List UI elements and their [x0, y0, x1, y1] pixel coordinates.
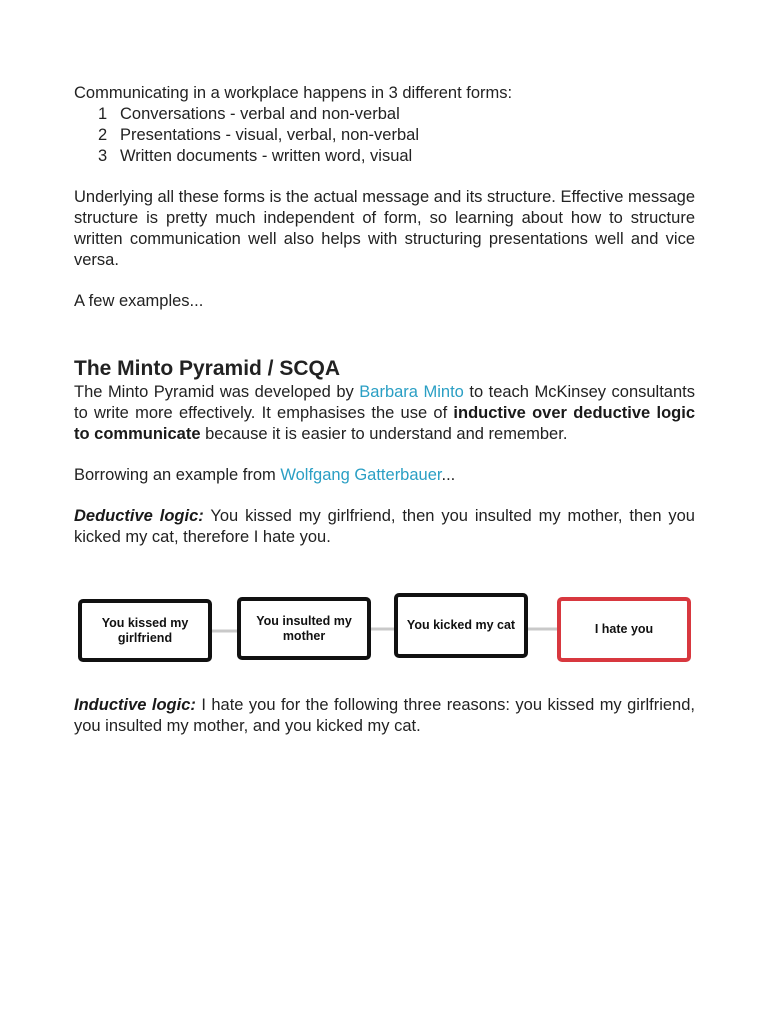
intro-lead: Communicating in a workplace happens in 3 different forms:	[74, 84, 513, 102]
premise-box-kissed: You kissed my girlfriend	[78, 599, 212, 662]
barbara-minto-link[interactable]: Barbara Minto	[359, 383, 464, 401]
inductive-paragraph: Inductive logic: I hate you for the following three reasons: you kissed my girlfriend, you insulted my mother, and you kicked my cat.	[74, 696, 695, 735]
list-item: 3 Written documents - written word, visual	[98, 147, 413, 165]
minto-paragraph: The Minto Pyramid was developed by Barbara Minto to teach McKinsey consultants to write more effectively. It emphasises the use of inductive over deductive logic to communicate because it is easier to understand and remember.	[74, 383, 695, 443]
forms-list	[74, 104, 695, 167]
borrowing-paragraph: Borrowing an example from Wolfgang Gatterbauer...	[74, 466, 456, 484]
list-item: 2 Presentations - visual, verbal, non-verbal	[98, 126, 419, 144]
deductive-paragraph: Deductive logic: You kissed my girlfriend, then you insulted my mother, then you kicked my cat, therefore I hate you.	[74, 507, 695, 546]
document-body	[74, 83, 695, 548]
list-item: 1 Conversations - verbal and non-verbal	[98, 105, 400, 123]
inductive-label: Inductive logic:	[74, 696, 196, 714]
inductive-section	[74, 695, 695, 737]
conclusion-box: I hate you	[557, 597, 691, 662]
premise-box-kicked: You kicked my cat	[394, 593, 528, 658]
wolfgang-gatterbauer-link[interactable]: Wolfgang Gatterbauer	[280, 466, 442, 484]
deductive-label: Deductive logic:	[74, 507, 204, 525]
intro-paragraph: Underlying all these forms is the actual message and its structure. Effective message structure is pretty much independent of form, so learning about how to structure written communication well also helps with structuring presentations well and vice versa.	[74, 188, 695, 269]
premise-box-insulted: You insulted my mother	[237, 597, 371, 660]
section-heading: The Minto Pyramid / SCQA	[74, 357, 341, 380]
examples-text: A few examples...	[74, 292, 204, 310]
logic-diagram	[74, 593, 694, 665]
